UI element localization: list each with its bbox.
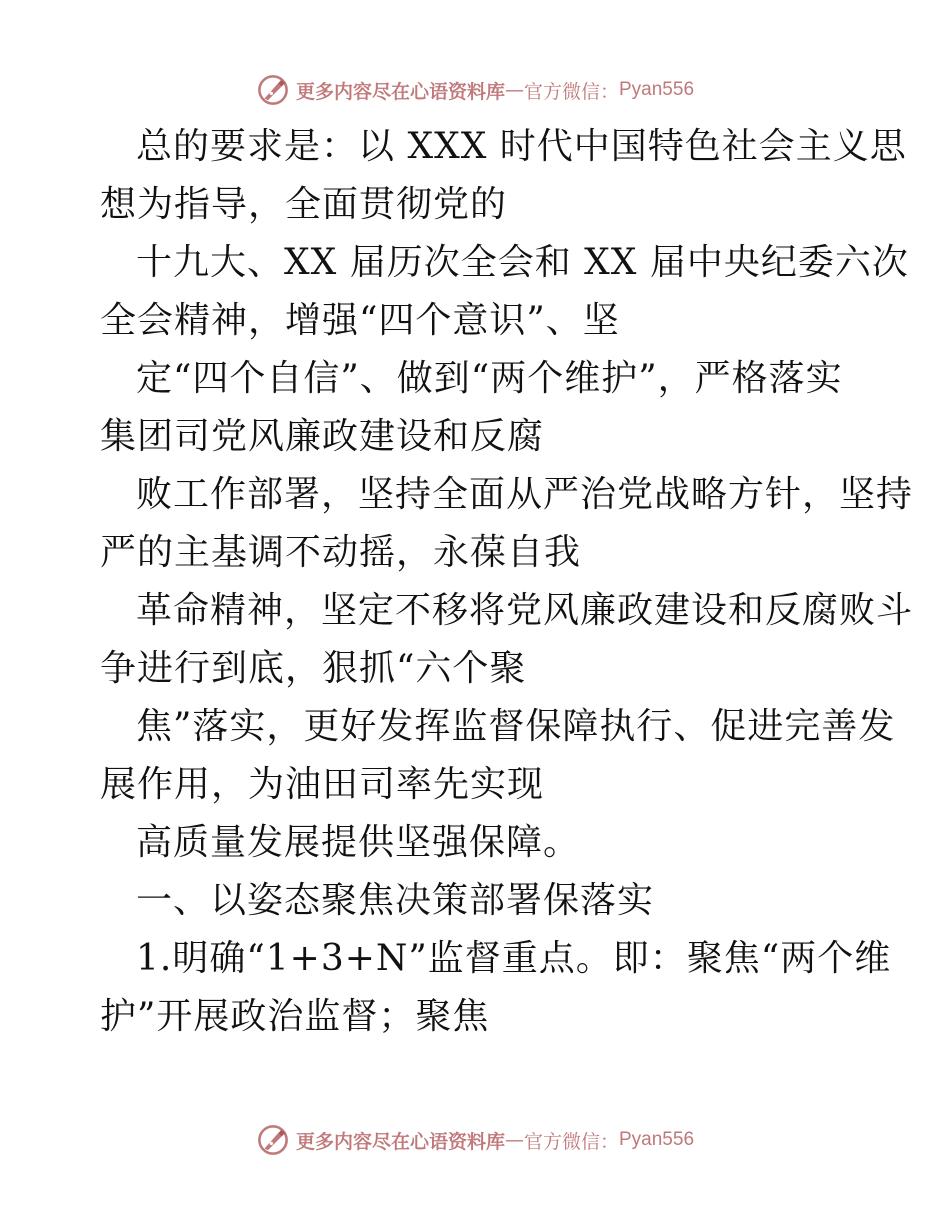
paragraph-line: 护”开展政治监督；聚焦 — [100, 996, 490, 1037]
paragraph-line: 争进行到底，狠抓“六个聚 — [100, 648, 527, 689]
paragraph-line: 败工作部署，坚持全面从严治党战略方针，坚持 — [136, 474, 914, 515]
watermark-separator: — — [504, 1129, 524, 1151]
watermark-separator: — — [504, 79, 524, 101]
pen-nib-logo-icon — [256, 1123, 290, 1157]
paragraph-line: 全会精神，增强“四个意识”、坚 — [100, 300, 620, 341]
watermark-wechat-id: Pyan556 — [619, 79, 695, 100]
watermark-official-label: 官方微信： — [523, 1130, 619, 1153]
paragraph-line: 严的主基调不动摇，永葆自我 — [100, 532, 582, 573]
paragraph-line: 集团司党风廉政建设和反腐 — [100, 416, 545, 457]
paragraph-line: 1.明确“1+3+N”监督重点。即：聚焦“两个维 — [136, 938, 892, 979]
header-watermark — [0, 70, 950, 110]
paragraph-line: 高质量发展提供坚强保障。 — [136, 822, 581, 863]
paragraph-line: 焦”落实，更好发挥监督保障执行、促进完善发 — [136, 706, 896, 747]
footer-watermark — [0, 1120, 950, 1160]
section-heading: 一、以姿态聚焦决策部署保落实 — [136, 880, 655, 921]
paragraph-line: 十九大、XX 届历次全会和 XX 届中央纪委六次 — [136, 242, 909, 283]
pen-nib-logo-icon — [256, 73, 290, 107]
watermark-brand: 更多内容尽在心语资料库 — [295, 1130, 505, 1153]
paragraph-line: 想为指导，全面贯彻党的 — [100, 184, 508, 225]
watermark-brand: 更多内容尽在心语资料库 — [295, 80, 505, 103]
watermark-official-label: 官方微信： — [523, 80, 619, 103]
paragraph-line: 总的要求是：以 XXX 时代中国特色社会主义思 — [136, 126, 907, 167]
paragraph-line: 革命精神，坚定不移将党风廉政建设和反腐败斗 — [136, 590, 914, 631]
document-body — [100, 118, 914, 1046]
watermark-wechat-id: Pyan556 — [619, 1129, 695, 1150]
paragraph-line: 展作用，为油田司率先实现 — [100, 764, 545, 805]
paragraph-line: 定“四个自信”、做到“两个维护”，严格落实 — [136, 358, 843, 399]
